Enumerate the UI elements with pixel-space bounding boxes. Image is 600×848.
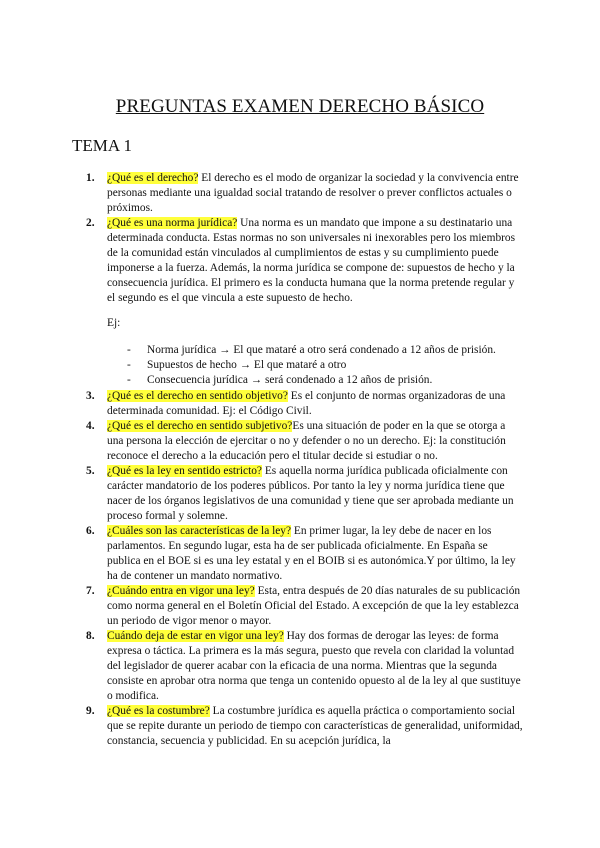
example-item: - Consecuencia jurídica → será condenado a 12 años de prisión. — [107, 373, 523, 388]
item-number: 3. — [86, 390, 95, 402]
answer-text: Esta, entra después de 20 días naturales de su publicación como norma general en el Boletín Oficial del Estado. A excepción de que la ley establezca un periodo de vigor menor o mayor. — [107, 585, 521, 627]
example-list — [107, 343, 523, 388]
question-item — [86, 389, 523, 419]
item-number: 1. — [86, 172, 95, 184]
question-highlight: ¿Qué es una norma jurídica? — [107, 217, 238, 229]
item-number: 7. — [86, 585, 95, 597]
item-number: 9. — [86, 705, 95, 717]
answer-text: Es el conjunto de normas organizadoras de una determinada comunidad. Ej: el Código Civil. — [107, 390, 506, 417]
question-item — [86, 419, 523, 464]
answer-text: El derecho es el modo de organizar la sociedad y la convivencia entre personas mediante una igualdad social tratando de resolver o prever conflictos actuales o próximos. — [107, 172, 519, 214]
question-list — [86, 171, 523, 749]
example-label: Ej: — [107, 317, 121, 329]
answer-text: Una norma es un mandato que impone a su destinatario una determinada conducta. Estas normas no son universales ni inexorables pero los miembros de la comunidad están vinculados al cumplimientos de estas y su cumplimiento puede imponerse a la fuerza. Además, la norma jurídica se compone de: supuestos de hecho y la consecuencia jurídica. El primero es la conducta humana que la norma pretende regular y el segundo es el que vincula a este supuesto de hecho. — [107, 217, 516, 304]
example-item: - Norma jurídica → El que mataré a otro será condenado a 12 años de prisión. — [107, 343, 523, 358]
section-heading: TEMA 1 — [72, 136, 132, 155]
question-highlight: ¿Qué es el derecho en sentido subjetivo? — [107, 420, 293, 432]
question-item — [86, 524, 523, 584]
question-highlight: ¿Cuándo entra en vigor una ley? — [107, 585, 255, 597]
question-highlight: Cuándo deja de estar en vigor una ley? — [107, 630, 284, 642]
answer-text: Hay dos formas de derogar las leyes: de forma expresa o táctica. La primera es la más segura, puesto que revela con claridad la voluntad del legislador de querer acabar con la eficacia de una norma. Mientras que la segunda consiste en aprobar otra norma que tenga un contenido opuesto al de la ley al que sustituye o modifica. — [107, 630, 521, 702]
question-item — [86, 216, 523, 388]
question-highlight: ¿Qué es el derecho en sentido objetivo? — [107, 390, 288, 402]
answer-text: La costumbre jurídica es aquella práctica o comportamiento social que se repite durante un periodo de tiempo con características de generalidad, uniformidad, constancia, secuencia y publicidad. En su acepción jurídica, la — [107, 705, 523, 747]
item-number: 5. — [86, 465, 95, 477]
question-item — [86, 584, 523, 629]
question-highlight: ¿Qué es el derecho? — [107, 172, 199, 184]
item-number: 8. — [86, 630, 95, 642]
answer-text: En primer lugar, la ley debe de nacer en los parlamentos. En segundo lugar, esta ha de ser publicada oficialmente. En España se publica en el BOE si es una ley estatal y en el BOIB si es autonómica.Y por último, la ley ha de contener un mandato normativo. — [107, 525, 516, 582]
answer-text: Es aquella norma jurídica publicada oficialmente con carácter mandatorio de los poderes públicos. Por tanto la ley y norma jurídica tiene que nacer de los órganos legislativos de una comunidad y tiene que ser aprobada mediante un proceso formal y solemne. — [107, 465, 514, 522]
question-item — [86, 704, 523, 749]
item-number: 4. — [86, 420, 95, 432]
question-highlight: ¿Qué es la costumbre? — [107, 705, 210, 717]
question-highlight: ¿Cuáles son las características de la ley? — [107, 525, 292, 537]
answer-text: Es una situación de poder en la que se otorga a una persona la elección de ejercitar o no y defender o no un derecho. Ej: la constitución reconoce el derecho a la educación pero el titular decide si estudiar o no. — [107, 420, 506, 462]
document-title: PREGUNTAS EXAMEN DERECHO BÁSICO — [115, 96, 485, 117]
question-highlight: ¿Qué es la ley en sentido estricto? — [107, 465, 262, 477]
example-item: - Supuestos de hecho → El que mataré a otro — [107, 358, 523, 373]
question-item — [86, 629, 523, 704]
question-item — [86, 464, 523, 524]
item-number: 2. — [86, 217, 95, 229]
item-number: 6. — [86, 525, 95, 537]
question-item — [86, 171, 523, 216]
